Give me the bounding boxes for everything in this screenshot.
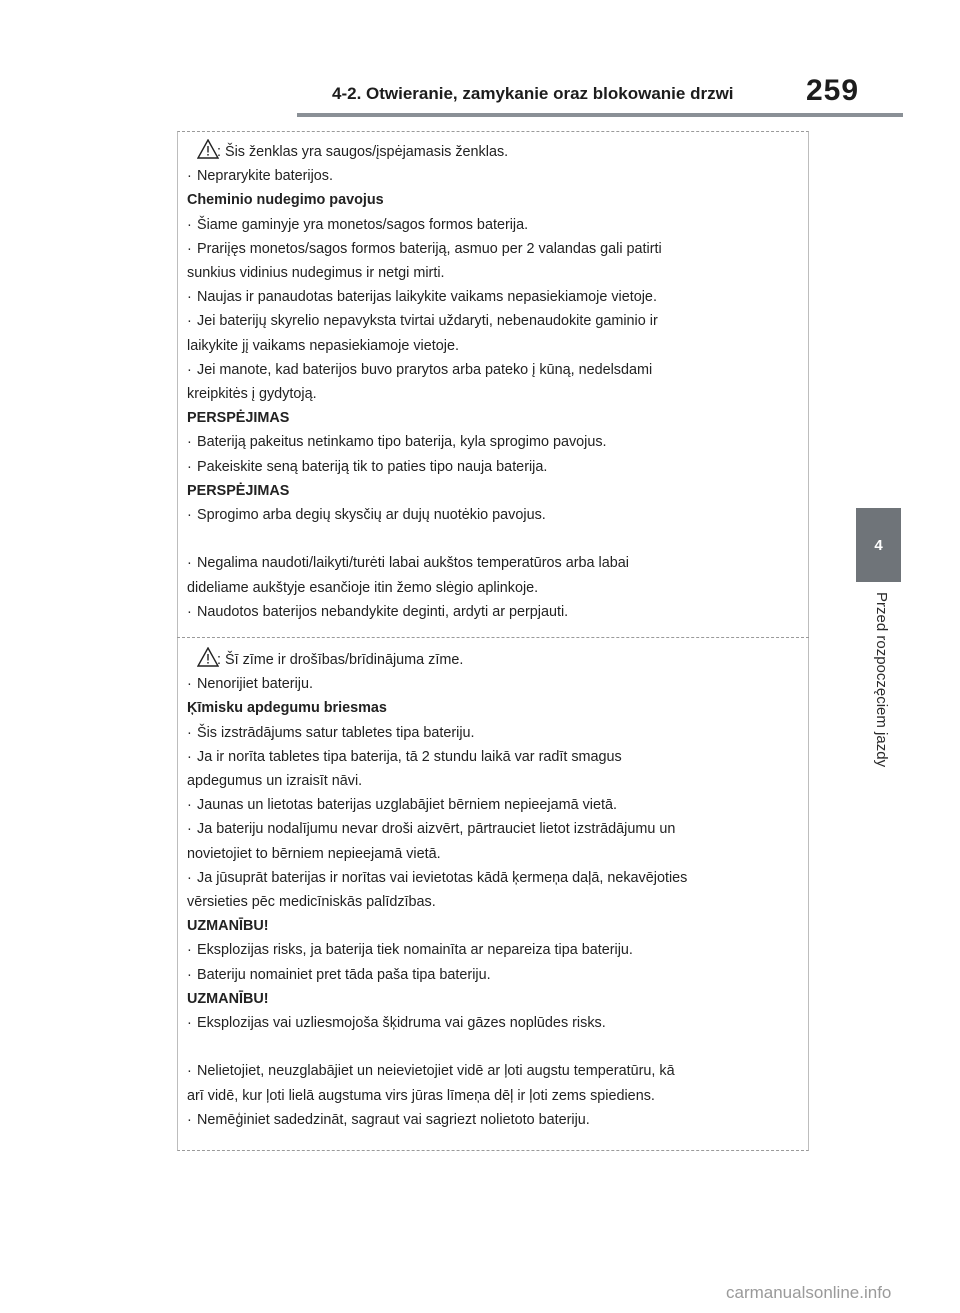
bullet-dot-icon: · <box>187 555 192 572</box>
line-text: Jaunas un lietotas baterijas uzglabājiet bērniem nepieejamā vietā. <box>197 797 617 814</box>
text-line <box>187 164 802 188</box>
bullet-dot-icon: · <box>187 1063 192 1080</box>
latvian-warning <box>187 648 802 1132</box>
text-line <box>187 817 802 841</box>
line-text: Ja bateriju nodalījumu nevar droši aizvērt, pārtrauciet lietot izstrādājumu un <box>197 821 676 838</box>
text-line <box>187 237 802 261</box>
bullet-dot-icon: · <box>187 603 192 620</box>
bullet-dot-icon: · <box>187 821 192 838</box>
line-text: PERSPĖJIMAS <box>187 410 290 427</box>
text-line <box>187 1084 802 1108</box>
bullet-dot-icon: · <box>187 361 192 378</box>
line-text: Ķīmisku apdegumu briesmas <box>187 700 387 717</box>
bullet-dot-icon: · <box>187 216 192 233</box>
line-text: Cheminio nudegimo pavojus <box>187 192 384 209</box>
text-line <box>187 309 802 333</box>
text-line <box>187 963 802 987</box>
warning-heading <box>187 987 802 1011</box>
warning-heading <box>187 188 802 212</box>
bullet-dot-icon: · <box>187 966 192 983</box>
line-text: Negalima naudoti/laikyti/turėti labai aukštos temperatūros arba labai <box>197 555 629 572</box>
intro-line <box>187 648 802 672</box>
text-line <box>187 576 802 600</box>
line-text: vērsieties pēc medicīniskās palīdzības. <box>187 894 436 911</box>
bullet-dot-icon: · <box>187 434 192 451</box>
text-line <box>187 938 802 962</box>
text-line <box>187 745 802 769</box>
text-line <box>187 1059 802 1083</box>
page-number: 259 <box>806 74 860 107</box>
line-text: Bateriją pakeitus netinkamo tipo baterija, kyla sprogimo pavojus. <box>197 434 607 451</box>
chapter-number: 4 <box>874 536 883 554</box>
line-text: Eksplozijas risks, ja baterija tiek nomainīta ar nepareiza tipa bateriju. <box>197 942 633 959</box>
text-line <box>187 285 802 309</box>
bullet-dot-icon: · <box>187 748 192 765</box>
intro-text: : Šī zīme ir drošības/brīdinājuma zīme. <box>217 652 464 668</box>
text-line <box>187 1011 802 1035</box>
line-text: arī vidē, kur ļoti lielā augstuma virs jūras līmeņa dēļ ir ļoti zems spiediens. <box>187 1087 655 1104</box>
line-text: Prariįęs monetos/sagos formos bateriją, asmuo per 2 valandas gali patirti <box>197 240 662 257</box>
bullet-dot-icon: · <box>187 869 192 886</box>
line-text: Naudotos baterijos nebandykite deginti, ardyti ar perpjauti. <box>197 603 569 620</box>
bullet-dot-icon: · <box>187 676 192 693</box>
line-text: Nenorijiet bateriju. <box>197 676 313 693</box>
line-text: Neprarykite baterijos. <box>197 168 333 185</box>
line-text: Nemēģiniet sadedzināt, sagraut vai sagriezt nolietoto bateriju. <box>197 1111 590 1128</box>
bullet-dot-icon: · <box>187 240 192 257</box>
text-line <box>187 769 802 793</box>
line-text: Ja jūsuprāt baterijas ir norītas vai ievietotas kādā ķermeņa daļā, nekavējoties <box>197 869 688 886</box>
text-line <box>187 551 802 575</box>
text-line <box>187 455 802 479</box>
bullet-dot-icon: · <box>187 1111 192 1128</box>
line-text: Jei baterijų skyrelio nepavyksta tvirtai uždaryti, nebenaudokite gaminio ir <box>197 313 658 330</box>
text-line <box>187 890 802 914</box>
line-text: Jei manote, kad baterijos buvo prarytos arba pateko į kūną, nedelsdami <box>197 361 653 378</box>
line-text: Bateriju nomainiet pret tāda paša tipa bateriju. <box>197 966 491 983</box>
text-line <box>187 866 802 890</box>
line-text: Pakeiskite seną bateriją tik to paties tipo nauja baterija. <box>197 458 548 475</box>
bullet-dot-icon: · <box>187 1015 192 1032</box>
watermark: carmanualsonline.info <box>726 1283 892 1302</box>
line-text: novietojiet to bērniem nepieejamā vietā. <box>187 845 441 862</box>
line-text: kreipkitės į gydytoją. <box>187 386 317 403</box>
warning-heading <box>187 914 802 938</box>
warning-lines <box>187 164 802 624</box>
text-line <box>187 721 802 745</box>
line-text: Naujas ir panaudotas baterijas laikykite vaikams nepasiekiamoje vietoje. <box>197 289 657 306</box>
blank-line <box>187 527 802 551</box>
warning-heading <box>187 406 802 430</box>
text-line <box>187 334 802 358</box>
line-text: laikykite jį vaikams nepasiekiamoje vietoje. <box>187 337 459 354</box>
lithuanian-warning <box>187 140 802 624</box>
line-text: Ja ir norīta tabletes tipa baterija, tā 2 stundu laikā var radīt smagus <box>197 748 622 765</box>
line-text: Sprogimo arba degių skysčių ar dujų nuotėkio pavojus. <box>197 507 546 524</box>
bullet-dot-icon: · <box>187 313 192 330</box>
warning-triangle-icon <box>187 142 215 158</box>
bullet-dot-icon: · <box>187 168 192 185</box>
bullet-dot-icon: · <box>187 942 192 959</box>
text-line <box>187 600 802 624</box>
blank-line <box>187 1035 802 1059</box>
line-text: PERSPĖJIMAS <box>187 482 290 499</box>
line-text: Eksplozijas vai uzliesmojoša šķidruma vai gāzes noplūdes risks. <box>197 1015 606 1032</box>
bullet-dot-icon: · <box>187 797 192 814</box>
text-line <box>187 503 802 527</box>
chapter-caption: Przed rozpoczęciem jazdy <box>873 592 890 768</box>
text-line <box>187 672 802 696</box>
header-rule <box>297 113 903 117</box>
chapter-tab[interactable] <box>856 508 901 582</box>
line-text: Šis izstrādājums satur tabletes tipa bateriju. <box>197 724 475 741</box>
text-line <box>187 261 802 285</box>
warning-heading <box>187 479 802 503</box>
warning-lines <box>187 672 802 1132</box>
line-text: UZMANĪBU! <box>187 990 269 1007</box>
warning-triangle-icon <box>187 650 215 666</box>
line-text: dideliame aukštyje esančioje itin žemo slėgio aplinkoje. <box>187 579 539 596</box>
text-line <box>187 382 802 406</box>
warning-heading <box>187 696 802 720</box>
line-text: Šiame gaminyje yra monetos/sagos formos baterija. <box>197 216 529 233</box>
line-text: apdegumus un izraisīt nāvi. <box>187 773 363 790</box>
line-text: UZMANĪBU! <box>187 918 269 935</box>
bullet-dot-icon: · <box>187 724 192 741</box>
bullet-dot-icon: · <box>187 458 192 475</box>
text-line <box>187 430 802 454</box>
line-text: sunkius vidinius nudegimus ir netgi mirti. <box>187 265 445 282</box>
intro-line <box>187 140 802 164</box>
text-line <box>187 842 802 866</box>
section-divider <box>177 637 809 638</box>
bullet-dot-icon: · <box>187 507 192 524</box>
text-line <box>187 1108 802 1132</box>
line-text: Nelietojiet, neuzglabājiet un neievietojiet vidē ar ļoti augstu temperatūru, kā <box>197 1063 675 1080</box>
section-title: 4-2. Otwieranie, zamykanie oraz blokowanie drzwi <box>332 84 734 103</box>
text-line <box>187 213 802 237</box>
bullet-dot-icon: · <box>187 289 192 306</box>
intro-text: : Šis ženklas yra saugos/įspėjamasis ženklas. <box>217 144 509 160</box>
text-line <box>187 358 802 382</box>
text-line <box>187 793 802 817</box>
